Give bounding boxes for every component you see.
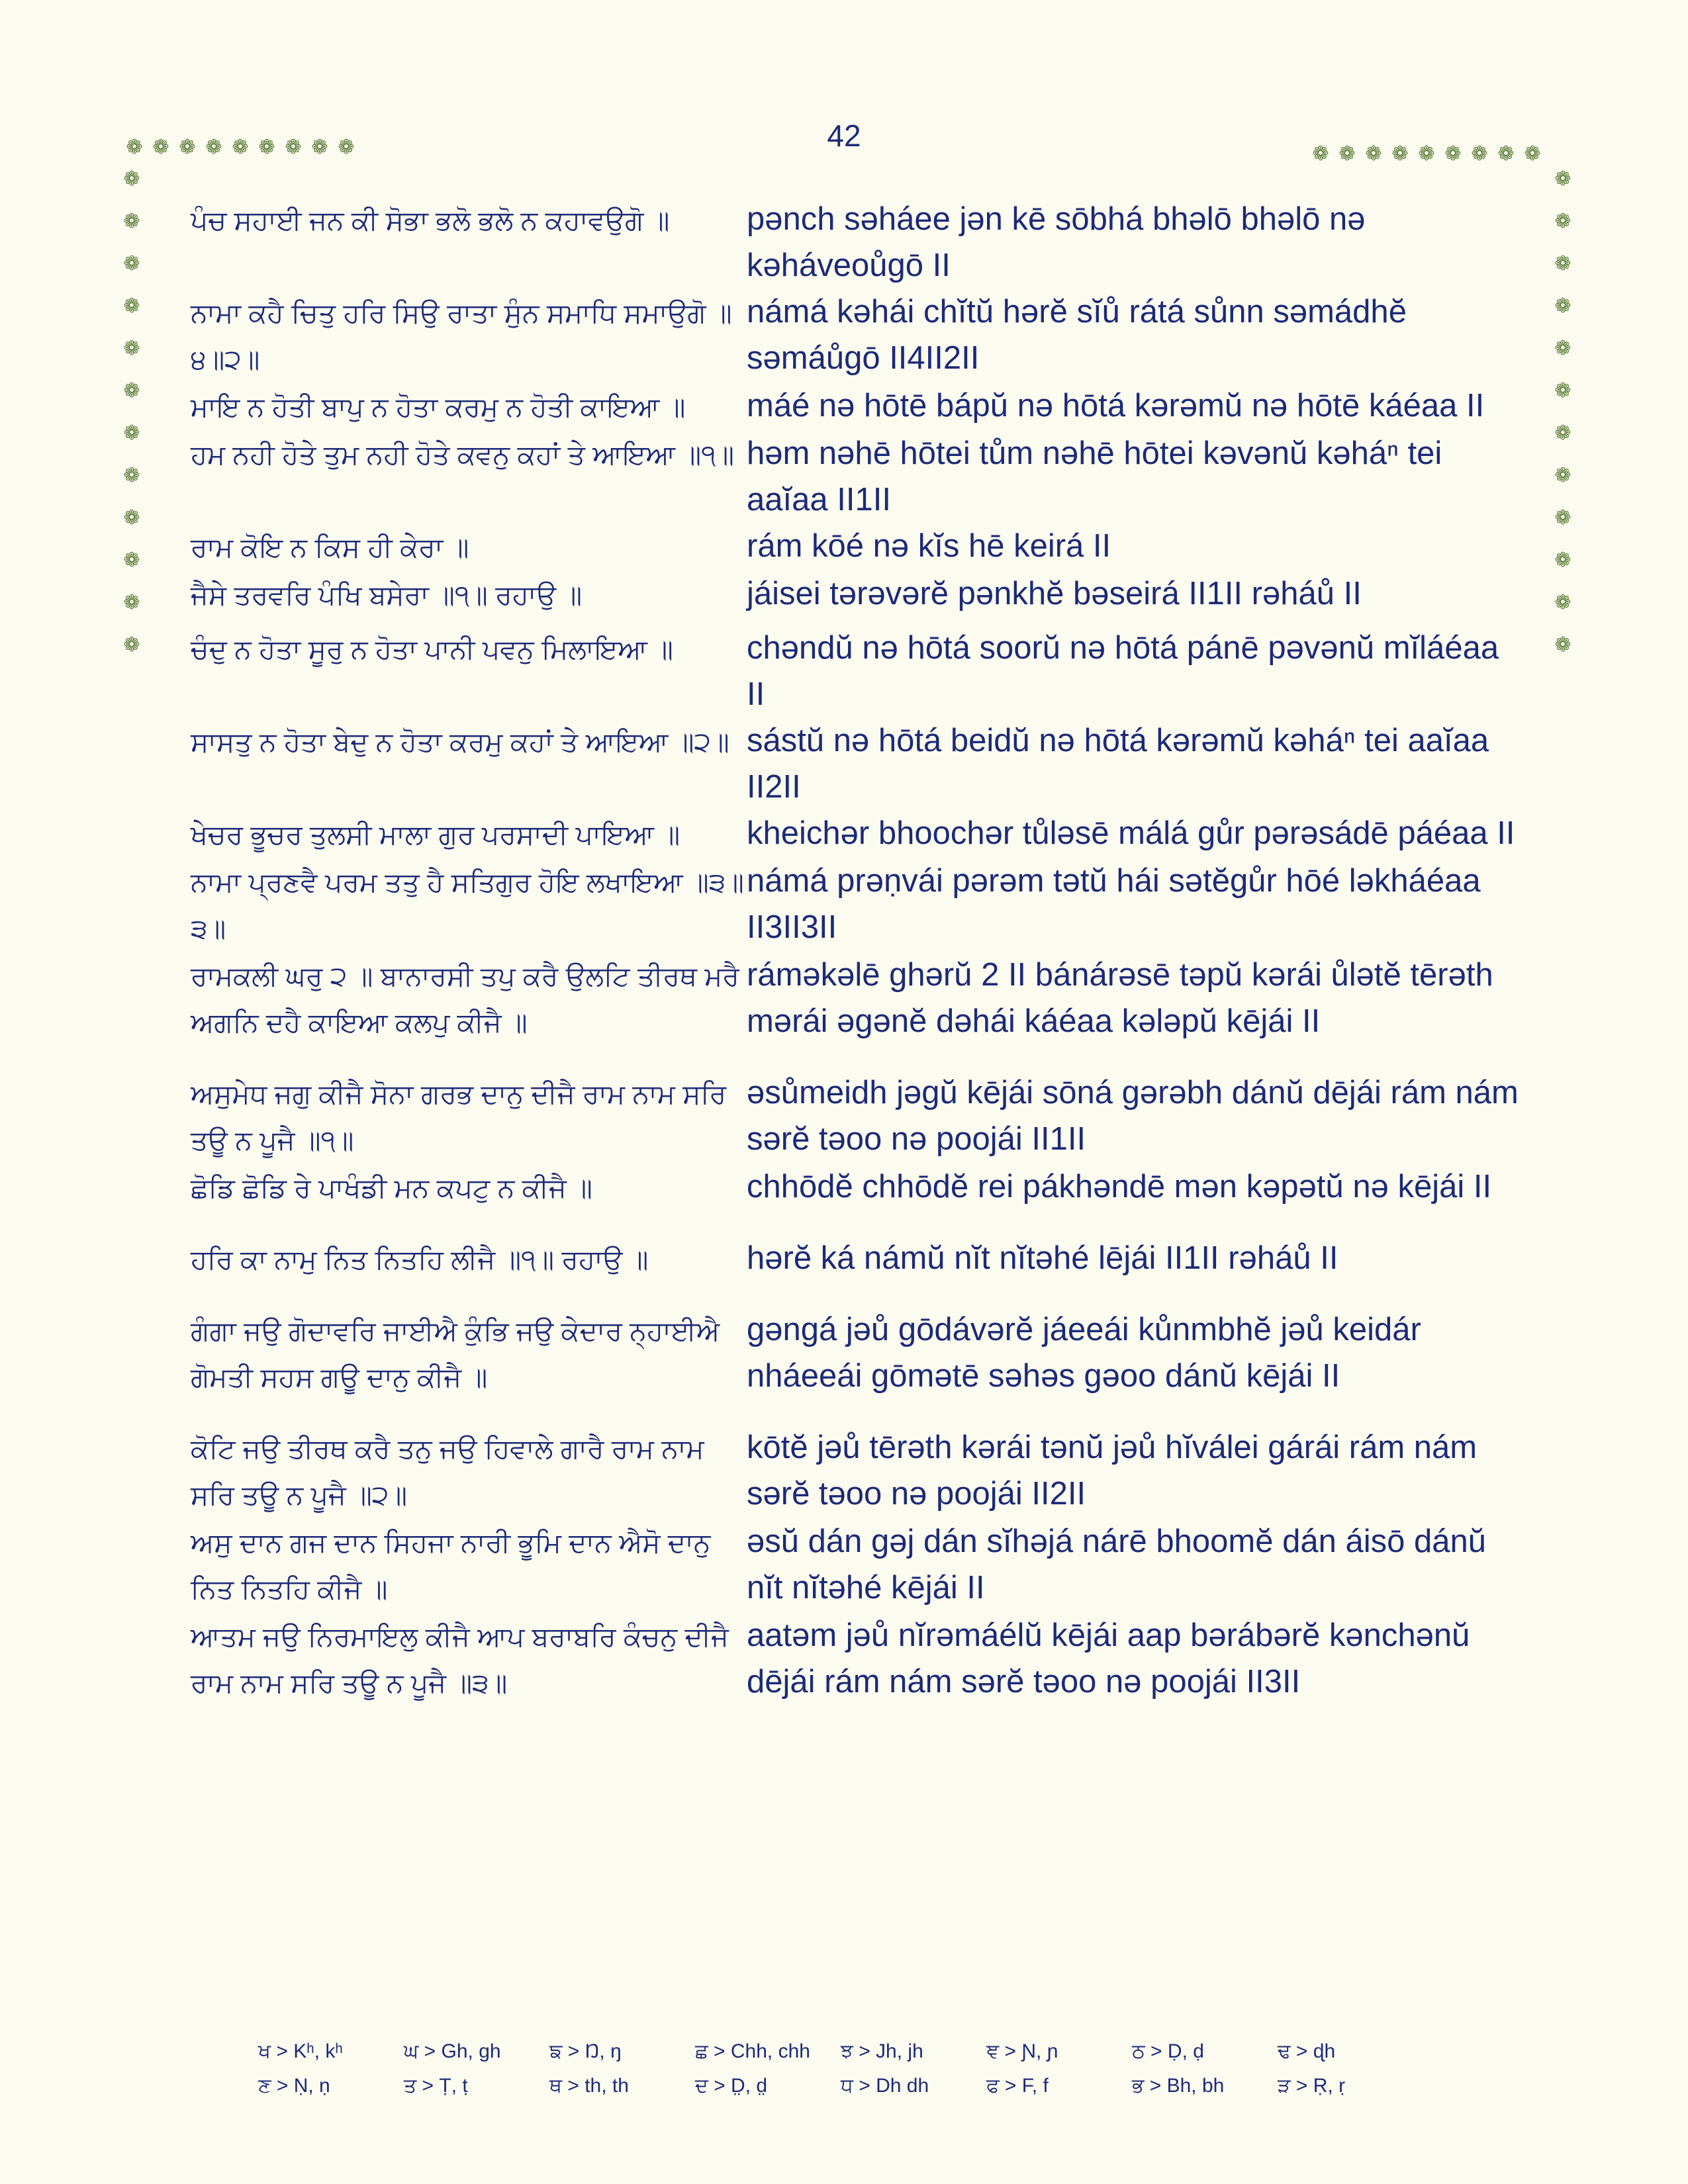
flower-icon: ❁ — [1418, 143, 1435, 165]
verse-list — [191, 196, 1534, 1706]
flower-icon: ❁ — [123, 338, 140, 359]
flower-icon: ❁ — [1444, 143, 1462, 165]
gurmukhi-text: ਜੈਸੇ ਤਰਵਰਿ ਪੰਖਿ ਬਸੇਰਾ ॥੧॥ ਰਹਾਉ ॥ — [191, 580, 583, 610]
transliteration-text: kōtĕ jəů tērəth kərái tənŭ jəů hĭválei gárái rám nám sərĕ təoo nə poojái II2II — [747, 1430, 1477, 1512]
flower-icon: ❁ — [152, 136, 169, 158]
transliteration-text: máé nə hōtē bápŭ nə hōtá kərəmŭ nə hōtē káéaa II — [747, 388, 1485, 424]
page-number: 42 — [827, 118, 861, 153]
flower-icon: ❁ — [123, 592, 140, 614]
gurmukhi-text: ਰਾਮਕਲੀ ਘਰੁ ੨ ॥ ਬਾਨਾਰਸੀ ਤਪੁ ਕਰੈ ਉਲਟਿ ਤੀਰਥ ਮਰੈ ਅਗਨਿ ਦਹੈ ਕਾਇਆ ਕਲਪੁ ਕੀਜੈ ॥ — [191, 961, 739, 1038]
gurmukhi-text: ਛੋਡਿ ਛੋਡਿ ਰੇ ਪਾਖੰਡੀ ਮਨ ਕਪਟੁ ਨ ਕੀਜੈ ॥ — [191, 1173, 592, 1203]
flower-icon: ❁ — [258, 136, 275, 158]
flower-icon: ❁ — [1554, 253, 1571, 275]
flower-icon: ❁ — [1338, 143, 1356, 165]
transliteration-text: námá kəhái chĭtŭ hərĕ sĭů rátá sůnn səmádhĕ səmáůgō II4II2II — [747, 294, 1407, 376]
verse-row — [191, 383, 1534, 430]
flower-icon: ❁ — [1554, 465, 1571, 486]
gurmukhi-text: ਅਸੁ ਦਾਨ ਗਜ ਦਾਨ ਸਿਹਜਾ ਨਾਰੀ ਭੂਮਿ ਦਾਨ ਐਸੋ ਦਾਨੁ ਨਿਤ ਨਿਤਹਿ ਕੀਜੈ ॥ — [191, 1527, 711, 1604]
flower-icon: ❁ — [1554, 592, 1571, 614]
legend-item: ੜ > Ṛ, ṛ — [1278, 2075, 1346, 2097]
flower-icon: ❁ — [123, 380, 140, 402]
flower-icon: ❁ — [123, 549, 140, 571]
legend-item: ਧ > Dh dh — [841, 2075, 929, 2097]
transliteration-text: gəngá jəů gōdávərĕ jáeeái kůnmbhĕ jəů keidár nháeeái gōmətē səhəs gəoo dánŭ kējái II — [747, 1312, 1421, 1394]
verse-row — [191, 858, 1534, 952]
transliteration-text: əsŭ dán gəj dán sĭhəjá nárē bhoomĕ dán áisō dánŭ nĭt nĭtəhé kējái II — [747, 1524, 1486, 1606]
transliteration-text: chhōdĕ chhōdĕ rei pákhəndē mən kəpətŭ nə kējái II — [747, 1169, 1492, 1205]
gurmukhi-text: ਚੰਦੁ ਨ ਹੋਤਾ ਸੂਰੁ ਨ ਹੋਤਾ ਪਾਨੀ ਪਵਨੁ ਮਿਲਾਇਆ ॥ — [191, 634, 673, 664]
legend-item: ਠ > Ḍ, ḍ — [1132, 2040, 1204, 2062]
verse-row — [191, 1069, 1534, 1163]
verse-row — [191, 1235, 1534, 1283]
legend-item: ਭ > Bh, bh — [1132, 2075, 1225, 2097]
transliteration-text: hərĕ ká námŭ nĭt nĭtəhé lējái II1II rəháů II — [747, 1240, 1338, 1276]
transliteration-legend — [258, 2034, 1450, 2103]
legend-item: ਢ > ɖh — [1278, 2040, 1336, 2062]
transliteration-text: chəndŭ nə hōtá soorŭ nə hōtá pánē pəvənŭ mĭláéaa II — [747, 630, 1499, 712]
gurmukhi-text: ਖੇਚਰ ਭੂਚਰ ਤੁਲਸੀ ਮਾਲਾ ਗੁਰ ਪਰਸਾਦੀ ਪਾਇਆ ॥ — [191, 819, 680, 850]
verse-row — [191, 430, 1534, 523]
flower-icon: ❁ — [338, 136, 355, 158]
legend-item: ਤ > Ṭ, ṭ — [404, 2075, 468, 2097]
verse-row — [191, 1424, 1534, 1518]
flower-icon: ❁ — [1554, 168, 1571, 190]
flower-icon: ❁ — [1554, 549, 1571, 571]
transliteration-text: pənch səháee jən kē sōbhá bhəlō bhəlō nə kəháveoůgō II — [747, 201, 1366, 283]
gurmukhi-text: ਨਾਮਾ ਕਹੈ ਚਿਤੁ ਹਰਿ ਸਿਉ ਰਾਤਾ ਸੁੰਨ ਸਮਾਧਿ ਸਮਾਉਗੋ ॥੪॥੨॥ — [191, 298, 732, 375]
flower-icon: ❁ — [1471, 143, 1488, 165]
flower-icon: ❁ — [123, 634, 140, 656]
flower-icon: ❁ — [1524, 143, 1541, 165]
legend-item: ਖ > Kʰ, kʰ — [258, 2040, 343, 2062]
transliteration-text: əsůmeidh jəgŭ kējái sōná gərəbh dánŭ dējái rám nám sərĕ təoo nə poojái II1II — [747, 1075, 1519, 1157]
legend-item: ਣ > Ṇ, ṇ — [258, 2075, 330, 2097]
verse-row — [191, 570, 1534, 618]
flower-icon: ❁ — [123, 465, 140, 486]
gurmukhi-text: ਆਤਮ ਜਉ ਨਿਰਮਾਇਲੁ ਕੀਜੈ ਆਪ ਬਰਾਬਰਿ ਕੰਚਨੁ ਦੀਜੈ ਰਾਮ ਨਾਮ ਸਰਿ ਤਊ ਨ ਪੂਜੈ ॥੩॥ — [191, 1621, 729, 1698]
legend-item: ਛ > Chh, chh — [695, 2040, 810, 2062]
flower-icon: ❁ — [123, 295, 140, 317]
flower-icon: ❁ — [126, 136, 143, 158]
verse-row — [191, 289, 1534, 383]
verse-row — [191, 1612, 1534, 1706]
transliteration-text: həm nəhē hōtei tům nəhē hōtei kəvənŭ kəháⁿ tei aaĭaa II1II — [747, 435, 1442, 518]
gurmukhi-text: ਹਮ ਨਹੀ ਹੋਤੇ ਤੁਮ ਨਹੀ ਹੋਤੇ ਕਵਨੁ ਕਹਾਂ ਤੇ ਆਇਆ ॥੧॥ — [191, 439, 734, 470]
legend-item: ਦ > D̤, d̤ — [695, 2075, 768, 2097]
flower-icon: ❁ — [123, 422, 140, 444]
gurmukhi-text: ਪੰਚ ਸਹਾਈ ਜਨ ਕੀ ਸੋਭਾ ਭਲੋ ਭਲੋ ਨ ਕਹਾਵਉਗੋ ॥ — [191, 205, 670, 236]
gurmukhi-text: ਸਾਸਤੁ ਨ ਹੋਤਾ ਬੇਦੁ ਨ ਹੋਤਾ ਕਰਮੁ ਕਹਾਂ ਤੇ ਆਇਆ ॥੨॥ — [191, 727, 729, 757]
legend-item: ਫ > F, f — [986, 2075, 1049, 2097]
flower-icon: ❁ — [1554, 507, 1571, 529]
flower-icon: ❁ — [123, 210, 140, 232]
legend-item: ਥ > th, th — [549, 2075, 629, 2097]
flower-icon: ❁ — [285, 136, 302, 158]
transliteration-text: rám kōé nə kĭs hē keirá II — [747, 528, 1111, 564]
transliteration-text: rámәkəlē ghərŭ 2 II bánárəsē təpŭ kərái ůlətĕ tērəth mərái əgənĕ dəhái káéaa kələpŭ kējái II — [747, 957, 1493, 1039]
flower-icon: ❁ — [1554, 210, 1571, 232]
verse-row — [191, 196, 1534, 289]
gurmukhi-text: ਨਾਮਾ ਪ੍ਰਣਵੈ ਪਰਮ ਤਤੁ ਹੈ ਸਤਿਗੁਰ ਹੋਇ ਲਖਾਇਆ ॥੩॥੩॥ — [191, 867, 744, 944]
verse-row — [191, 523, 1534, 570]
gurmukhi-text: ਕੋਟਿ ਜਉ ਤੀਰਥ ਕਰੈ ਤਨੁ ਜਉ ਹਿਵਾਲੇ ਗਾਰੈ ਰਾਮ ਨਾਮ ਸਰਿ ਤਊ ਨ ਪੂਜੈ ॥੨॥ — [191, 1433, 704, 1510]
transliteration-text: kheichər bhoochər tůləsē málá gůr pərəsádē páéaa II — [747, 815, 1515, 851]
flower-icon: ❁ — [232, 136, 249, 158]
verse-row — [191, 1306, 1534, 1400]
legend-row — [258, 2034, 1450, 2069]
legend-item: ਙ > Ŋ, ŋ — [549, 2040, 622, 2062]
gurmukhi-text: ਮਾਇ ਨ ਹੋਤੀ ਬਾਪੁ ਨ ਹੋਤਾ ਕਰਮੁ ਨ ਹੋਤੀ ਕਾਇਆ ॥ — [191, 392, 686, 422]
flower-icon: ❁ — [1554, 295, 1571, 317]
flower-icon: ❁ — [1554, 634, 1571, 656]
flower-icon: ❁ — [179, 136, 196, 158]
flower-icon: ❁ — [123, 168, 140, 190]
transliteration-text: námá prəṇvái pərəm tətŭ hái sətĕgůr hōé ləkháéaa II3II3II — [747, 863, 1481, 945]
flower-icon: ❁ — [205, 136, 222, 158]
flower-icon: ❁ — [311, 136, 328, 158]
flower-icon: ❁ — [1365, 143, 1382, 165]
flower-icon: ❁ — [123, 253, 140, 275]
gurmukhi-text: ਹਰਿ ਕਾ ਨਾਮੁ ਨਿਤ ਨਿਤਹਿ ਲੀਜੈ ॥੧॥ ਰਹਾਉ ॥ — [191, 1244, 649, 1275]
flower-icon: ❁ — [1554, 338, 1571, 359]
gurmukhi-text: ਅਸੁਮੇਧ ਜਗੁ ਕੀਜੈ ਸੋਨਾ ਗਰਭ ਦਾਨੁ ਦੀਜੈ ਰਾਮ ਨਾਮ ਸਰਿ ਤਊ ਨ ਪੂਜੈ ॥੧॥ — [191, 1079, 727, 1156]
flower-icon: ❁ — [1391, 143, 1409, 165]
verse-row — [191, 1163, 1534, 1211]
gurmukhi-text: ਗੰਗਾ ਜਉ ਗੋਦਾਵਰਿ ਜਾਈਐ ਕੁੰਭਿ ਜਉ ਕੇਦਾਰ ਨ੍ਹਾਈਐ ਗੋਮਤੀ ਸਹਸ ਗਊ ਦਾਨੁ ਕੀਜੈ ॥ — [191, 1316, 720, 1392]
transliteration-text: jáisei tərəvərĕ pənkhĕ bəseirá II1II rəháů II — [747, 576, 1362, 612]
legend-item: ਞ > Ɲ, ɲ — [986, 2040, 1058, 2062]
flower-icon: ❁ — [123, 507, 140, 529]
verse-row — [191, 625, 1534, 717]
flower-icon: ❁ — [1554, 422, 1571, 444]
legend-item: ਝ > Jh, jh — [841, 2040, 923, 2062]
verse-row — [191, 810, 1534, 858]
transliteration-text: aatəm jəů nĭrəmáélŭ kējái aap bərábərĕ kənchənŭ dējái rám nám sərĕ təoo nə poojái II3II — [747, 1617, 1470, 1700]
transliteration-text: sástŭ nə hōtá beidŭ nə hōtá kərəmŭ kəháⁿ tei aaĭaa II2II — [747, 723, 1489, 805]
verse-row — [191, 952, 1534, 1046]
flower-icon: ❁ — [1554, 380, 1571, 402]
flower-icon: ❁ — [1497, 143, 1515, 165]
legend-row — [258, 2069, 1450, 2103]
gurmukhi-text: ਰਾਮ ਕੋਇ ਨ ਕਿਸ ਹੀ ਕੇਰਾ ॥ — [191, 532, 469, 563]
verse-row — [191, 717, 1534, 810]
flower-icon: ❁ — [1312, 143, 1329, 165]
verse-row — [191, 1518, 1534, 1612]
legend-item: ਘ > Gh, gh — [404, 2040, 501, 2062]
